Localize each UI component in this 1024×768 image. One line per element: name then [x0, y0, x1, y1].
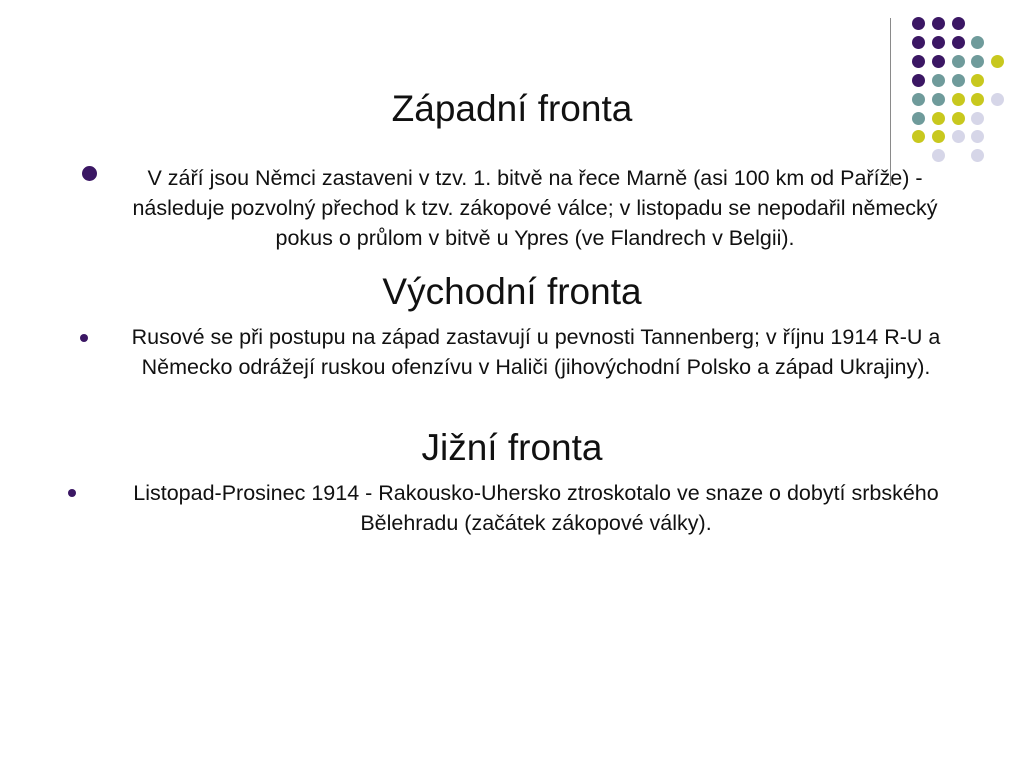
decorative-dot	[971, 55, 984, 68]
decorative-dot	[912, 17, 925, 30]
bullet-icon	[82, 166, 97, 181]
section-heading-south: Jižní fronta	[421, 427, 603, 468]
decorative-dot	[971, 149, 984, 162]
decorative-dot	[971, 36, 984, 49]
decorative-dot	[912, 36, 925, 49]
decorative-dot	[932, 55, 945, 68]
decorative-dot	[971, 74, 984, 87]
decorative-dot	[932, 17, 945, 30]
decorative-dot	[932, 130, 945, 143]
decorative-dot	[952, 17, 965, 30]
decorative-dot	[952, 130, 965, 143]
decorative-dot	[932, 149, 945, 162]
section-heading-west: Západní fronta	[391, 88, 633, 129]
decorative-dot	[912, 130, 925, 143]
decorative-dot	[991, 55, 1004, 68]
section-heading-east: Východní fronta	[382, 271, 642, 312]
bullet-text-west: V září jsou Němci zastaveni v tzv. 1. bitvě na řece Marně (asi 100 km od Paříže) - následuje pozvolný přechod k tzv. zákopové válce; v listopadu se nepodařil německý pokus o průlom v bitvě u Ypres (ve Flandrech v Belgii).	[132, 166, 938, 250]
bullet-icon	[68, 489, 76, 497]
bullet-text-south: Listopad-Prosinec 1914 - Rakousko-Uhersko ztroskotalo ve snaze o dobytí srbského Bělehradu (začátek zákopové války).	[133, 481, 939, 535]
decorative-dot	[952, 36, 965, 49]
bullet-text-east: Rusové se při postupu na západ zastavují u pevnosti Tannenberg; v říjnu 1914 R-U a Německo odrážejí ruskou ofenzívu v Haliči (jihovýchodní Polsko a západ Ukrajiny).	[131, 325, 941, 379]
decorative-dot	[952, 55, 965, 68]
decorative-dot	[932, 74, 945, 87]
decorative-dot	[971, 130, 984, 143]
decorative-dot	[952, 74, 965, 87]
decorative-dot	[912, 74, 925, 87]
bullet-icon	[80, 334, 88, 342]
decorative-dot	[932, 36, 945, 49]
decorative-dot	[912, 55, 925, 68]
